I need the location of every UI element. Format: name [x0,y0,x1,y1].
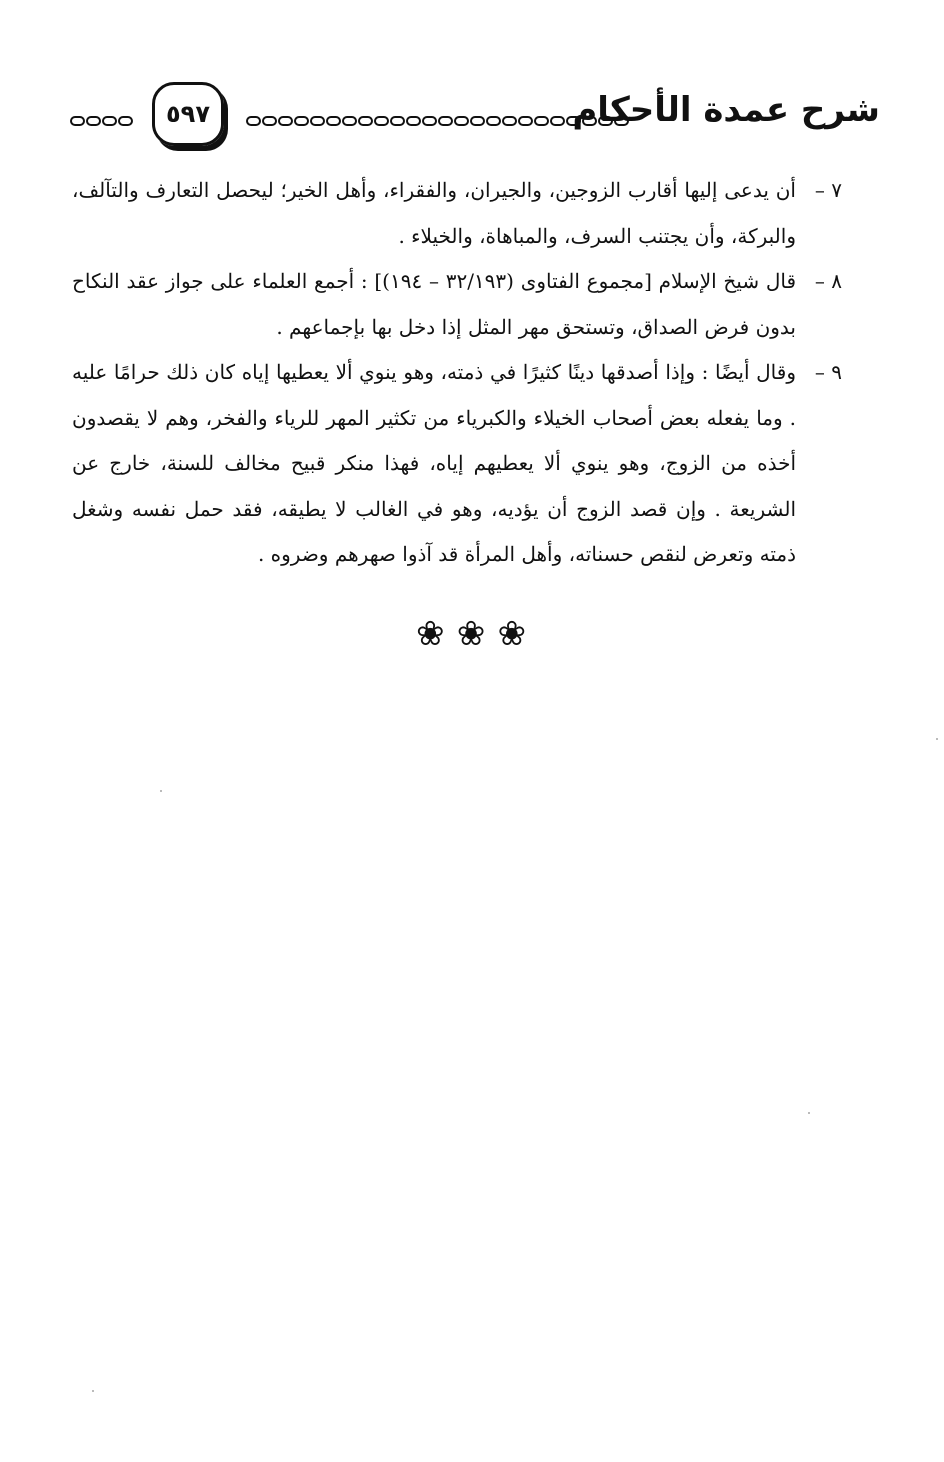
page-number: ٥٩٧ [152,82,224,146]
scan-speck [936,738,938,740]
book-title: شرح عمدة الأحكام [572,90,880,130]
flower-icon: ❀ [416,614,445,654]
item-number: ٨ – [814,269,842,293]
item-text: أن يدعى إليها أقارب الزوجين، والجيران، والفقراء، وأهل الخير؛ ليحصل التعارف والتآلف، والبركة، وأن يجتنب السرف، والمباهاة، والخيلاء . [72,178,796,248]
list-item [72,259,842,350]
item-number: ٧ – [814,178,842,202]
list-item [72,168,842,259]
flower-icon: ❀ [497,614,526,654]
flower-icon: ❀ [456,614,486,654]
body-text [72,168,842,578]
item-text: وقال أيضًا : وإذا أصدقها دينًا كثيرًا في ذمته، وهو ينوي ألا يعطيها إياه كان ذلك حرامًا عليه . وما يفعله بعض أصحاب الخيلاء والكبرياء من تكثير المهر للرياء والفخر، وهم لا يقصدون أخذه من الزوج، وهو ينوي ألا يعطيهم إياه، فهذا منكر قبيح مخالف للسنة، خارج عن الشريعة . وإن قصد الزوج أن يؤديه، وهو في الغالب لا يطيقه، فقد حمل نفسه وشغل ذمته وتعرض لنقص حسناته، وأهل المرأة قد آذوا صهرهم وضروه . [72,360,796,566]
scan-speck [160,790,162,792]
section-end-ornament [416,616,526,652]
item-text: قال شيخ الإسلام [مجموع الفتاوى (٣٢/١٩٣ – ١٩٤)] : أجمع العلماء على جواز عقد النكاح بدون فرض الصداق، وتستحق مهر المثل إذا دخل بها بإجماعهم . [72,269,797,339]
decorative-chain-left [70,116,134,128]
scan-speck [92,1390,94,1392]
list-item [72,350,842,578]
scan-speck [808,1112,810,1114]
item-number: ٩ – [814,360,842,384]
page-header [70,82,880,152]
